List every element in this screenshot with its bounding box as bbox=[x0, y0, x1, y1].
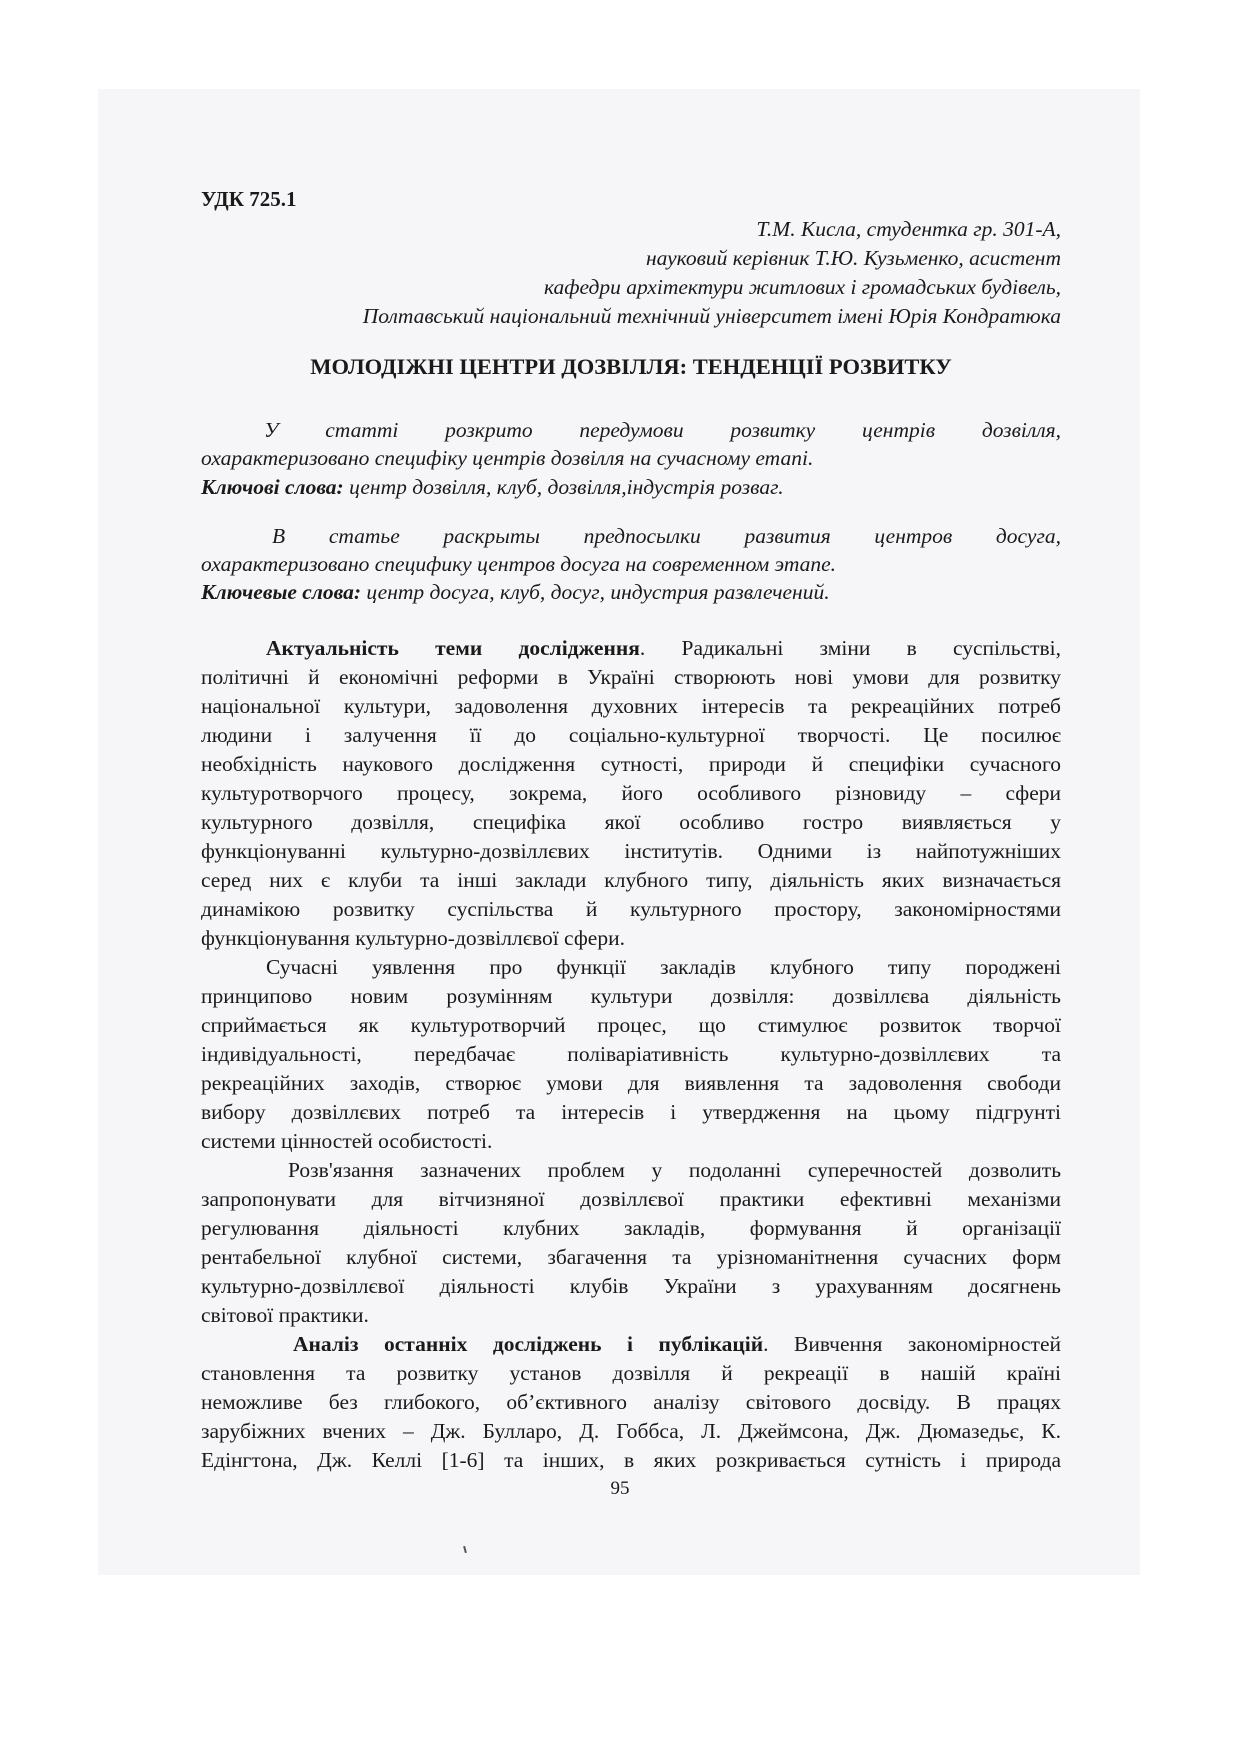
body-line bbox=[293, 1330, 1061, 1359]
body-line bbox=[201, 982, 1061, 1011]
line-text: людини і залучення її до соціально-культурної творчості. Це посилює bbox=[201, 723, 1061, 747]
line-text: політичні й економічні реформи в Україні створюють нові умови для розвитку bbox=[201, 665, 1061, 689]
author-line: науковий керівник Т.Ю. Кузьменко, асистент bbox=[645, 246, 1061, 270]
body-line bbox=[201, 866, 1061, 895]
body-line bbox=[201, 1040, 1061, 1069]
body-line bbox=[201, 1388, 1061, 1417]
bold-lead: Актуальність теми дослідження bbox=[266, 636, 640, 660]
body-line bbox=[201, 1011, 1061, 1040]
line-text: запропонувати для вітчизняної дозвіллєвої практики ефективні механізми bbox=[201, 1187, 1061, 1211]
line-text: культуротворчого процесу, зокрема, його особливого різновиду – сфери bbox=[201, 781, 1061, 805]
line-text: вибору дозвіллєвих потреб та інтересів і утвердження на цьому підгрунті bbox=[201, 1100, 1061, 1124]
line-text: функціонування культурно-дозвіллєвої сфери. bbox=[201, 926, 625, 950]
line-text: зарубіжних вчених – Дж. Булларо, Д. Гоббса, Л. Джеймсона, Дж. Дюмазедьє, К. bbox=[201, 1419, 1061, 1443]
line-text: динамікою розвитку суспільства й культурного простору, закономірностями bbox=[201, 897, 1061, 921]
body-line bbox=[201, 1127, 1061, 1156]
body-line bbox=[201, 837, 1061, 866]
line-text: Розв'язання зазначених проблем у подоланні суперечностей дозволить bbox=[288, 1158, 1061, 1182]
line-text: культурного дозвілля, специфіка якої особливо гостро виявляється у bbox=[201, 810, 1061, 834]
line-text: неможливе без глибокого, об’єктивного аналізу світового досвіду. В працях bbox=[201, 1390, 1061, 1414]
udk-code: УДК 725.1 bbox=[201, 187, 297, 211]
body-line bbox=[201, 1243, 1061, 1272]
line-text: світової практики. bbox=[201, 1303, 369, 1327]
line-text: індивідуальності, передбачає поліваріативність культурно-дозвіллєвих та bbox=[201, 1042, 1061, 1066]
line-text: сприймається як культуротворчий процес, що стимулює розвиток творчої bbox=[201, 1013, 1061, 1037]
page-number: 95 bbox=[610, 1478, 630, 1499]
line-text: системи цінностей особистості. bbox=[201, 1129, 493, 1153]
line-text: необхідність наукового дослідження сутності, природи й специфіки сучасного bbox=[201, 752, 1061, 776]
body-line bbox=[201, 1359, 1061, 1388]
body-line bbox=[201, 1301, 1061, 1330]
body-line bbox=[201, 779, 1061, 808]
line-text: рентабельної клубної системи, збагачення та урізноманітнення сучасних форм bbox=[201, 1245, 1061, 1269]
line-text: охарактеризовано специфіку центрів дозвілля на сучасному етапі. bbox=[201, 446, 814, 470]
body-line bbox=[201, 663, 1061, 692]
body-line bbox=[201, 895, 1061, 924]
line-text: національної культури, задоволення духовних інтересів та рекреаційних потреб bbox=[201, 694, 1061, 718]
line-text: центр дозвілля, клуб, дозвілля,індустрія розваг. bbox=[343, 475, 784, 499]
body-line bbox=[201, 1185, 1061, 1214]
body-line bbox=[201, 692, 1061, 721]
line-text: серед них є клуби та інші заклади клубного типу, діяльність яких визначається bbox=[201, 868, 1061, 892]
body-line bbox=[201, 1446, 1061, 1475]
line-text: принципово новим розумінням культури дозвілля: дозвіллєва діяльність bbox=[201, 984, 1061, 1008]
bold-lead: Ключові слова: bbox=[201, 475, 344, 499]
bold-lead: Аналіз останніх досліджень і публікацій bbox=[293, 1332, 764, 1356]
line-text: становлення та розвитку установ дозвілля й рекреації в нашій країні bbox=[201, 1361, 1061, 1385]
line-text: Сучасні уявлення про функції закладів клубного типу породжені bbox=[266, 955, 1061, 979]
line-text: функціонуванні культурно-дозвіллєвих інститутів. Одними із найпотужніших bbox=[201, 839, 1061, 863]
line-text: У статті розкрито передумови розвитку центрів дозвілля, bbox=[264, 418, 1061, 442]
line-text: охарактеризовано специфику центров досуга на современном этапе. bbox=[201, 552, 837, 576]
body-line bbox=[201, 750, 1061, 779]
author-line: кафедри архітектури житлових і громадських будівель, bbox=[543, 275, 1061, 299]
body-line bbox=[201, 1272, 1061, 1301]
body-line bbox=[201, 1098, 1061, 1127]
body-line bbox=[201, 1069, 1061, 1098]
body-line bbox=[201, 1417, 1061, 1446]
line-text: центр досуга, клуб, досуг, индустрия развлечений. bbox=[361, 580, 830, 604]
bold-lead: Ключевые слова: bbox=[201, 580, 361, 604]
line-text: рекреаційних заходів, створює умови для виявлення та задоволення свободи bbox=[201, 1071, 1061, 1095]
body-line bbox=[201, 924, 1061, 953]
author-line: Полтавський національний технічний університет імені Юрія Кондратюка bbox=[362, 304, 1061, 328]
line-text: . Вивчення закономірностей bbox=[763, 1332, 1061, 1356]
article-title: МОЛОДІЖНІ ЦЕНТРИ ДОЗВІЛЛЯ: ТЕНДЕНЦІЇ РОЗВИТКУ bbox=[310, 354, 952, 379]
body-line bbox=[288, 1156, 1061, 1185]
line-text: регулювання діяльності клубних закладів, формування й організації bbox=[201, 1216, 1061, 1240]
body-line bbox=[201, 721, 1061, 750]
author-line: Т.М. Кисла, студентка гр. 301-А, bbox=[756, 217, 1061, 241]
body-line bbox=[201, 1214, 1061, 1243]
line-text: культурно-дозвіллєвої діяльності клубів України з урахуванням досягнень bbox=[201, 1274, 1061, 1298]
line-text: Едінгтона, Дж. Келлі [1-6] та інших, в яких розкривається сутність і природа bbox=[201, 1448, 1061, 1472]
line-text: В статье раскрыты предпосылки развития центров досуга, bbox=[272, 524, 1061, 548]
line-text: . Радикальні зміни в суспільстві, bbox=[639, 636, 1061, 660]
body-line bbox=[201, 808, 1061, 837]
body-line bbox=[266, 953, 1061, 982]
body-line bbox=[266, 634, 1061, 663]
